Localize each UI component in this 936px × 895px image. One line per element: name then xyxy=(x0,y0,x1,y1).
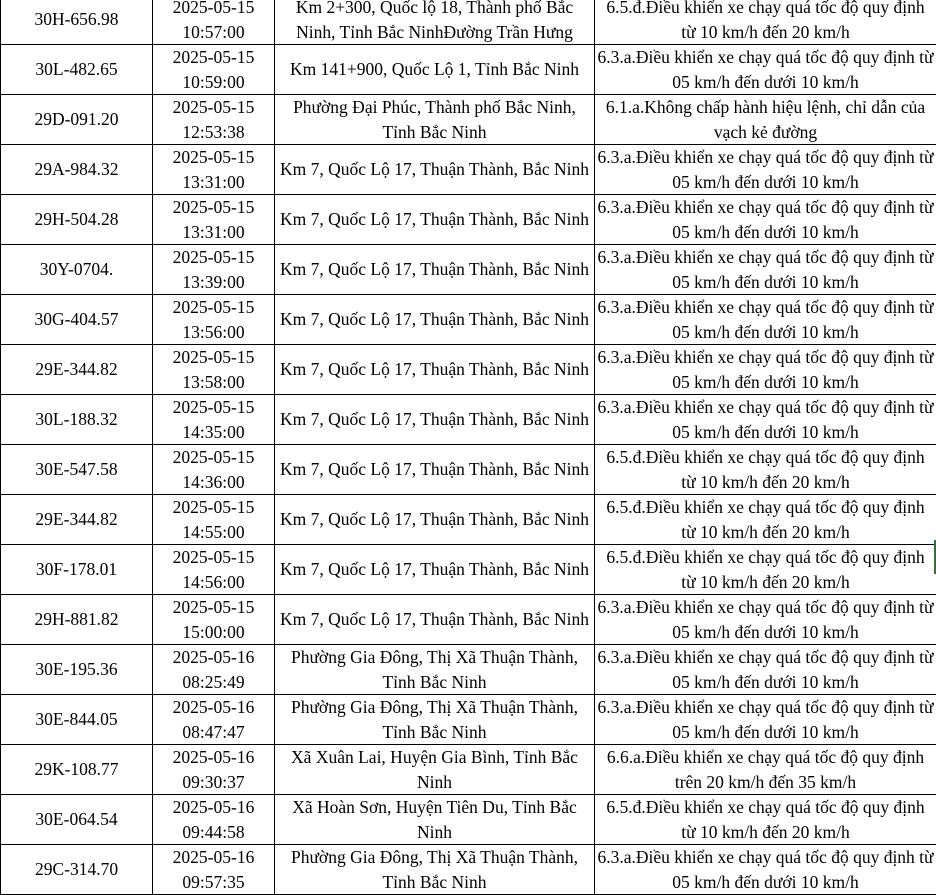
plate-cell[interactable]: 30Y-0704. xyxy=(1,245,153,295)
violation-cell[interactable]: 6.3.a.Điều khiển xe chạy quá tốc độ quy định từ 05 km/h đến dưới 10 km/h xyxy=(595,145,936,195)
location-cell[interactable]: Xã Xuân Lai, Huyện Gia Bình, Tỉnh Bắc Ninh xyxy=(275,745,595,795)
time-text: 14:35:00 xyxy=(155,420,272,445)
table-row[interactable] xyxy=(1,695,936,745)
violation-cell[interactable]: 6.5.đ.Điều khiển xe chạy quá tốc độ quy định từ 10 km/h đến 20 km/h xyxy=(595,0,936,45)
location-cell[interactable]: Km 7, Quốc Lộ 17, Thuận Thành, Bắc Ninh xyxy=(275,345,595,395)
violation-cell[interactable]: 6.3.a.Điều khiển xe chạy quá tốc độ quy định từ 05 km/h đến dưới 10 km/h xyxy=(595,195,936,245)
violation-cell[interactable]: 6.3.a.Điều khiển xe chạy quá tốc độ quy định từ 05 km/h đến dưới 10 km/h xyxy=(595,695,936,745)
datetime-cell[interactable] xyxy=(153,595,275,645)
location-cell[interactable]: Km 7, Quốc Lộ 17, Thuận Thành, Bắc Ninh xyxy=(275,445,595,495)
plate-cell[interactable]: 30H-656.98 xyxy=(1,0,153,45)
location-cell[interactable]: Phường Đại Phúc, Thành phố Bắc Ninh, Tỉnh Bắc Ninh xyxy=(275,95,595,145)
time-text: 14:55:00 xyxy=(155,520,272,545)
datetime-cell[interactable] xyxy=(153,495,275,545)
plate-cell[interactable]: 29D-091.20 xyxy=(1,95,153,145)
date-text: 2025-05-15 xyxy=(155,395,272,420)
table-row[interactable] xyxy=(1,595,936,645)
time-text: 15:00:00 xyxy=(155,620,272,645)
date-text: 2025-05-16 xyxy=(155,845,272,870)
plate-cell[interactable]: 29A-984.32 xyxy=(1,145,153,195)
violation-cell[interactable]: 6.5.đ.Điều khiển xe chạy quá tốc độ quy định từ 10 km/h đến 20 km/h xyxy=(595,495,936,545)
time-text: 09:44:58 xyxy=(155,820,272,845)
location-cell[interactable]: Phường Gia Đông, Thị Xã Thuận Thành, Tỉnh Bắc Ninh xyxy=(275,645,595,695)
plate-cell[interactable]: 30L-188.32 xyxy=(1,395,153,445)
violation-cell[interactable]: 6.5.đ.Điều khiển xe chạy quá tốc độ quy định từ 10 km/h đến 20 km/h xyxy=(595,795,936,845)
time-text: 14:56:00 xyxy=(155,570,272,595)
date-text: 2025-05-16 xyxy=(155,645,272,670)
datetime-cell[interactable] xyxy=(153,545,275,595)
date-text: 2025-05-15 xyxy=(155,145,272,170)
location-cell[interactable]: Km 141+900, Quốc Lộ 1, Tỉnh Bắc Ninh xyxy=(275,45,595,95)
date-text: 2025-05-15 xyxy=(155,445,272,470)
violation-cell[interactable]: 6.3.a.Điều khiển xe chạy quá tốc độ quy định từ 05 km/h đến dưới 10 km/h xyxy=(595,295,936,345)
plate-cell[interactable]: 30L-482.65 xyxy=(1,45,153,95)
violation-cell[interactable]: 6.3.a.Điều khiển xe chạy quá tốc độ quy định từ 05 km/h đến dưới 10 km/h xyxy=(595,345,936,395)
datetime-cell[interactable] xyxy=(153,295,275,345)
table-row[interactable] xyxy=(1,95,936,145)
time-text: 13:58:00 xyxy=(155,370,272,395)
violation-cell[interactable]: 6.6.a.Điều khiển xe chạy quá tốc độ quy định trên 20 km/h đến 35 km/h xyxy=(595,745,936,795)
table-row[interactable] xyxy=(1,845,936,895)
date-text: 2025-05-15 xyxy=(155,545,272,570)
datetime-cell[interactable] xyxy=(153,395,275,445)
table-row[interactable] xyxy=(1,145,936,195)
date-text: 2025-05-15 xyxy=(155,345,272,370)
violation-cell[interactable]: 6.5.đ.Điều khiển xe chạy quá tốc độ quy định từ 10 km/h đến 20 km/h xyxy=(595,445,936,495)
date-text: 2025-05-15 xyxy=(155,495,272,520)
plate-cell[interactable]: 29C-314.70 xyxy=(1,845,153,895)
table-row[interactable] xyxy=(1,345,936,395)
violation-cell[interactable]: 6.3.a.Điều khiển xe chạy quá tốc độ quy định từ 05 km/h đến dưới 10 km/h xyxy=(595,45,936,95)
time-text: 08:25:49 xyxy=(155,670,272,695)
plate-cell[interactable]: 29K-108.77 xyxy=(1,745,153,795)
table-row[interactable] xyxy=(1,295,936,345)
plate-cell[interactable]: 30E-064.54 xyxy=(1,795,153,845)
table-row[interactable] xyxy=(1,745,936,795)
plate-cell[interactable]: 30F-178.01 xyxy=(1,545,153,595)
date-text: 2025-05-16 xyxy=(155,695,272,720)
table-row[interactable] xyxy=(1,45,936,95)
date-text: 2025-05-16 xyxy=(155,745,272,770)
location-cell[interactable]: Km 7, Quốc Lộ 17, Thuận Thành, Bắc Ninh xyxy=(275,245,595,295)
time-text: 14:36:00 xyxy=(155,470,272,495)
datetime-cell[interactable] xyxy=(153,845,275,895)
table-row[interactable] xyxy=(1,445,936,495)
location-cell[interactable]: Km 7, Quốc Lộ 17, Thuận Thành, Bắc Ninh xyxy=(275,395,595,445)
time-text: 09:30:37 xyxy=(155,770,272,795)
location-cell[interactable]: Phường Gia Đông, Thị Xã Thuận Thành, Tỉnh Bắc Ninh xyxy=(275,695,595,745)
table-row[interactable] xyxy=(1,545,936,595)
datetime-cell[interactable] xyxy=(153,645,275,695)
plate-cell[interactable]: 30E-195.36 xyxy=(1,645,153,695)
violation-cell[interactable]: 6.3.a.Điều khiển xe chạy quá tốc độ quy định từ 05 km/h đến dưới 10 km/h xyxy=(595,845,936,895)
table-row[interactable] xyxy=(1,245,936,295)
datetime-cell[interactable] xyxy=(153,95,275,145)
violation-cell[interactable]: 6.5.đ.Điều khiển xe chạy quá tốc độ quy định từ 10 km/h đến 20 km/h xyxy=(595,545,936,595)
location-cell[interactable]: Km 7, Quốc Lộ 17, Thuận Thành, Bắc Ninh xyxy=(275,495,595,545)
plate-cell[interactable]: 30E-547.58 xyxy=(1,445,153,495)
date-text: 2025-05-15 xyxy=(155,45,272,70)
plate-cell[interactable]: 29H-504.28 xyxy=(1,195,153,245)
location-cell[interactable]: Km 7, Quốc Lộ 17, Thuận Thành, Bắc Ninh xyxy=(275,145,595,195)
violations-table-body xyxy=(1,0,936,895)
table-row[interactable] xyxy=(1,395,936,445)
datetime-cell[interactable] xyxy=(153,345,275,395)
location-cell[interactable]: Km 7, Quốc Lộ 17, Thuận Thành, Bắc Ninh xyxy=(275,295,595,345)
time-text: 13:39:00 xyxy=(155,270,272,295)
time-text: 13:56:00 xyxy=(155,320,272,345)
plate-cell[interactable]: 29H-881.82 xyxy=(1,595,153,645)
violation-cell[interactable]: 6.3.a.Điều khiển xe chạy quá tốc độ quy định từ 05 km/h đến dưới 10 km/h xyxy=(595,645,936,695)
datetime-cell[interactable] xyxy=(153,195,275,245)
date-text: 2025-05-15 xyxy=(155,245,272,270)
plate-cell[interactable]: 30E-844.05 xyxy=(1,695,153,745)
time-text: 08:47:47 xyxy=(155,720,272,745)
location-cell[interactable]: Km 7, Quốc Lộ 17, Thuận Thành, Bắc Ninh xyxy=(275,595,595,645)
datetime-cell[interactable] xyxy=(153,145,275,195)
location-cell[interactable]: Phường Gia Đông, Thị Xã Thuận Thành, Tỉnh Bắc Ninh xyxy=(275,845,595,895)
time-text: 10:59:00 xyxy=(155,70,272,95)
date-text: 2025-05-16 xyxy=(155,795,272,820)
date-text: 2025-05-15 xyxy=(155,295,272,320)
time-text: 13:31:00 xyxy=(155,170,272,195)
time-text: 10:57:00 xyxy=(155,20,272,45)
date-text: 2025-05-15 xyxy=(155,595,272,620)
location-cell[interactable]: Km 2+300, Quốc lộ 18, Thành phố Bắc Ninh, Tỉnh Bắc NinhĐường Trần Hưng xyxy=(275,0,595,45)
datetime-cell[interactable] xyxy=(153,745,275,795)
plate-cell[interactable]: 29E-344.82 xyxy=(1,345,153,395)
table-row[interactable] xyxy=(1,0,936,45)
table-row[interactable] xyxy=(1,795,936,845)
violation-cell[interactable]: 6.1.a.Không chấp hành hiệu lệnh, chỉ dẫn của vạch kẻ đường xyxy=(595,95,936,145)
time-text: 13:31:00 xyxy=(155,220,272,245)
time-text: 12:53:38 xyxy=(155,120,272,145)
table-row[interactable] xyxy=(1,195,936,245)
violation-cell[interactable]: 6.3.a.Điều khiển xe chạy quá tốc độ quy định từ 05 km/h đến dưới 10 km/h xyxy=(595,595,936,645)
location-cell[interactable]: Xã Hoàn Sơn, Huyện Tiên Du, Tỉnh Bắc Ninh xyxy=(275,795,595,845)
violation-cell[interactable]: 6.3.a.Điều khiển xe chạy quá tốc độ quy định từ 05 km/h đến dưới 10 km/h xyxy=(595,245,936,295)
datetime-cell[interactable] xyxy=(153,45,275,95)
date-text: 2025-05-15 xyxy=(155,95,272,120)
datetime-cell[interactable] xyxy=(153,695,275,745)
plate-cell[interactable]: 30G-404.57 xyxy=(1,295,153,345)
datetime-cell[interactable] xyxy=(153,0,275,45)
location-cell[interactable]: Km 7, Quốc Lộ 17, Thuận Thành, Bắc Ninh xyxy=(275,195,595,245)
violation-cell[interactable]: 6.3.a.Điều khiển xe chạy quá tốc độ quy định từ 05 km/h đến dưới 10 km/h xyxy=(595,395,936,445)
datetime-cell[interactable] xyxy=(153,445,275,495)
datetime-cell[interactable] xyxy=(153,245,275,295)
location-cell[interactable]: Km 7, Quốc Lộ 17, Thuận Thành, Bắc Ninh xyxy=(275,545,595,595)
plate-cell[interactable]: 29E-344.82 xyxy=(1,495,153,545)
table-row[interactable] xyxy=(1,645,936,695)
time-text: 09:57:35 xyxy=(155,870,272,895)
datetime-cell[interactable] xyxy=(153,795,275,845)
date-text: 2025-05-15 xyxy=(155,0,272,20)
date-text: 2025-05-15 xyxy=(155,195,272,220)
table-row[interactable] xyxy=(1,495,936,545)
